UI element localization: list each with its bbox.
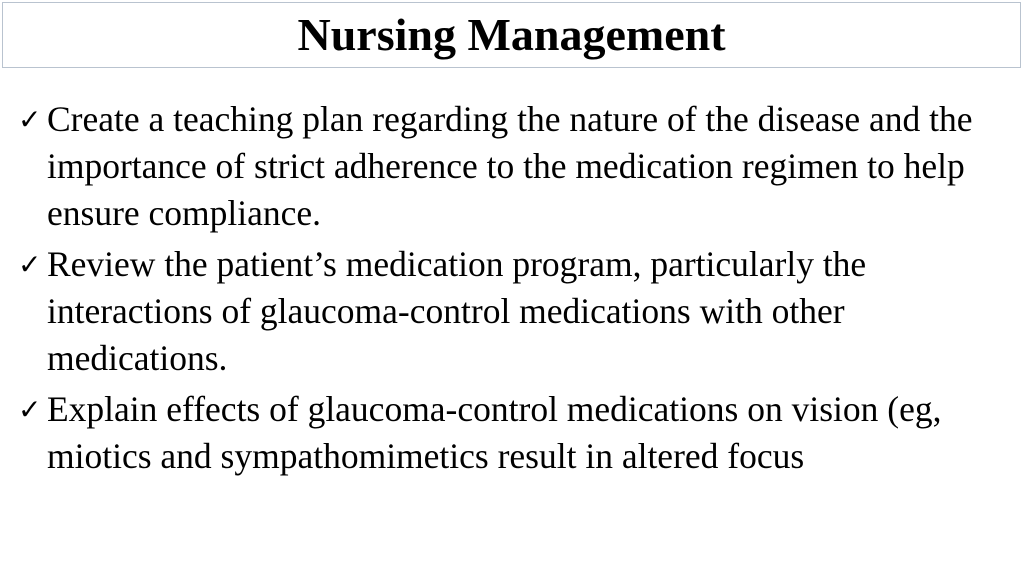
bullet-item	[18, 241, 947, 382]
bullet-text: Review the patient’s medication program, particularly the interactions of glaucoma-control medications with other medications.	[47, 244, 867, 378]
check-icon: ✓	[18, 248, 42, 281]
check-icon: ✓	[18, 393, 42, 426]
check-icon: ✓	[18, 103, 42, 136]
bullet-text: Create a teaching plan regarding the nature of the disease and the importance of strict adherence to the medication regimen to help ensure compliance.	[47, 99, 973, 233]
bullet-item	[18, 386, 982, 480]
bullet-list	[18, 96, 1008, 484]
bullet-item	[18, 96, 1017, 237]
title-box	[2, 2, 1021, 68]
bullet-text: Explain effects of glaucoma-control medications on vision (eg, miotics and sympathomimetics result in altered focus	[47, 389, 942, 476]
slide-title: Nursing Management	[297, 9, 726, 60]
